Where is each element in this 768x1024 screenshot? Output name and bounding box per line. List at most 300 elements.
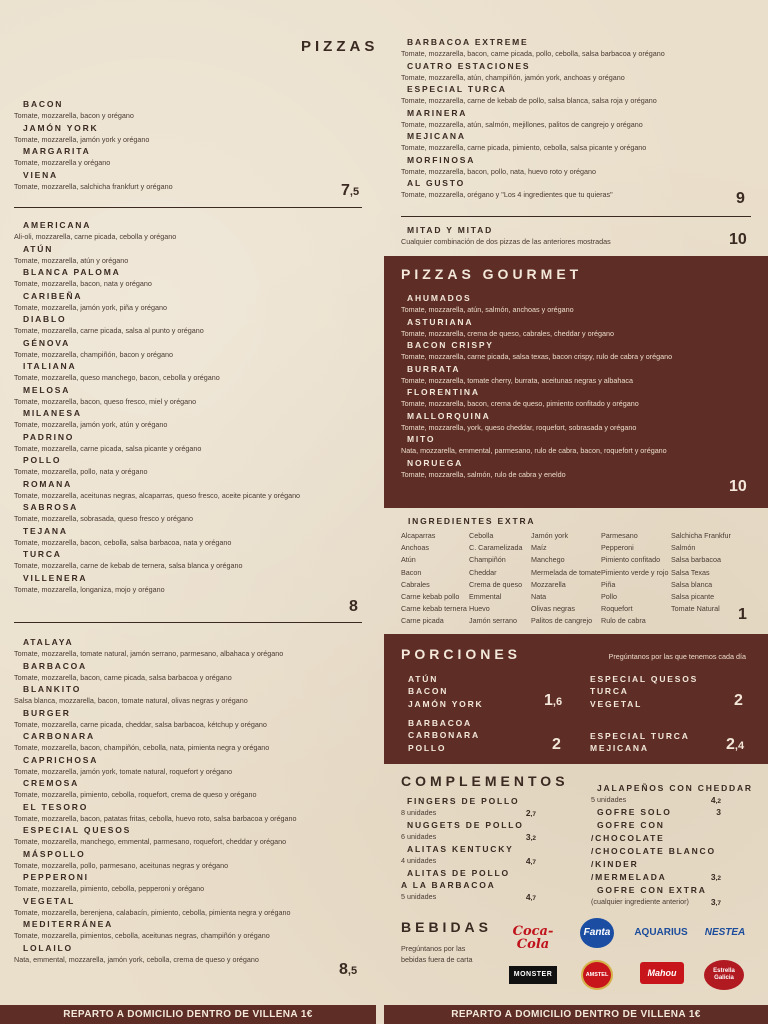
price-dec: ,5 bbox=[347, 965, 358, 977]
menu-item bbox=[14, 549, 362, 573]
menu-item bbox=[14, 432, 362, 456]
extras-column bbox=[601, 530, 669, 628]
item-name: MITO bbox=[407, 434, 436, 444]
price-value: 9 bbox=[736, 190, 745, 207]
item-name: NORUEGA bbox=[407, 457, 464, 468]
price-dec: ,7 bbox=[530, 811, 536, 818]
extra-ingredient: Crema de queso bbox=[469, 579, 523, 589]
comp-units: 6 unidades bbox=[401, 832, 437, 841]
price-int: 3 bbox=[710, 872, 716, 882]
mahou-logo-text: Mahou bbox=[647, 968, 677, 978]
item-desc: Tomate, mozzarella, crema de queso, cabrales, cheddar y orégano bbox=[401, 328, 614, 338]
price-value: 10 bbox=[729, 478, 747, 495]
extra-ingredient: Atún bbox=[401, 555, 416, 565]
item-name: BARBACOA EXTREME bbox=[407, 37, 529, 47]
item-name: ATÚN bbox=[23, 243, 54, 254]
extras-title: INGREDIENTES EXTRA bbox=[408, 516, 536, 526]
comp-name-row bbox=[591, 806, 721, 819]
amstel-logo bbox=[581, 960, 613, 990]
right-column bbox=[384, 0, 768, 1005]
comp-name: GOFRE SOLO bbox=[597, 807, 672, 817]
comp-name-row bbox=[591, 871, 721, 884]
price-dec: ,7 bbox=[715, 900, 721, 907]
menu-item bbox=[401, 131, 756, 155]
comp-name-row bbox=[591, 845, 721, 858]
menu-item bbox=[14, 220, 362, 244]
price-value: 2 bbox=[734, 692, 743, 709]
menu-item bbox=[401, 340, 756, 364]
item-desc: Tomate, mozzarella, orégano y "Los 4 ingredientes que tu quieras" bbox=[401, 190, 613, 199]
coca-cola-logo: Coca-Cola bbox=[512, 924, 554, 952]
item-desc: Tomate, mozzarella, pimiento, cebolla, roquefort, crema de queso y orégano bbox=[14, 790, 257, 799]
comp-price bbox=[526, 831, 536, 845]
aquarius-logo: AQUARIUS bbox=[634, 927, 688, 938]
price-value: 8 bbox=[349, 598, 358, 615]
comp-name: NUGGETS DE POLLO bbox=[407, 820, 524, 830]
menu-item bbox=[14, 849, 362, 873]
price-porciones-left-1 bbox=[544, 692, 562, 710]
item-name: EL TESORO bbox=[23, 801, 89, 812]
item-desc: Tomate, mozzarella, bacon, champiñón, cebolla, nata, pimienta negra y orégano bbox=[14, 743, 270, 752]
item-name: FLORENTINA bbox=[407, 387, 480, 397]
item-desc: Tomate, mozzarella, york, queso cheddar, roquefort, sobrasada y orégano bbox=[401, 422, 637, 432]
menu-item bbox=[14, 146, 362, 170]
item-desc: Tomate, mozzarella, atún, champiñón, jamón york, anchoas y orégano bbox=[401, 72, 625, 82]
bebidas-note-2: bebidas fuera de carta bbox=[401, 955, 473, 964]
item-name: BACON bbox=[23, 99, 64, 109]
extra-ingredient: Mozzarella bbox=[531, 579, 566, 589]
item-desc: Tomate, mozzarella, carne picada, cheddar, salsa barbacoa, kétchup y orégano bbox=[14, 719, 267, 729]
extra-ingredient: Champiñón bbox=[469, 555, 506, 565]
comp-units-row bbox=[401, 891, 536, 903]
price-int: 4 bbox=[710, 795, 716, 805]
price-extras bbox=[738, 606, 747, 624]
menu-item bbox=[14, 385, 362, 409]
price-dec: ,4 bbox=[734, 740, 745, 752]
extra-ingredient: Cabrales bbox=[401, 579, 430, 589]
item-desc: Tomate, mozzarella, atún, salmón, mejillones, palitos de cangrejo y orégano bbox=[401, 119, 643, 129]
extra-ingredient: Jamón york bbox=[531, 531, 569, 540]
menu-item bbox=[14, 661, 362, 685]
comp-name: ALITAS DE POLLO bbox=[407, 868, 510, 878]
item-desc: Tomate, mozzarella, bacon, carne picada, salsa barbacoa y orégano bbox=[14, 672, 232, 682]
menu-item bbox=[14, 99, 362, 123]
pizzas-title: PIZZAS bbox=[301, 38, 379, 55]
price-int: 4 bbox=[525, 856, 531, 866]
comp-name-row bbox=[591, 858, 721, 871]
menu-item bbox=[14, 778, 362, 802]
comp-name: /KINDER bbox=[591, 859, 639, 869]
item-name: ATALAYA bbox=[23, 637, 74, 647]
extra-ingredient: Roquefort bbox=[601, 604, 633, 614]
porcion-name: TURCA bbox=[590, 686, 629, 697]
porciones-title: PORCIONES bbox=[401, 646, 522, 662]
menu-item bbox=[401, 458, 756, 482]
comp-name: JALAPEÑOS CON CHEDDAR bbox=[597, 783, 753, 793]
extra-ingredient: Tomate Natural bbox=[671, 604, 720, 614]
menu-item bbox=[14, 170, 362, 194]
item-desc: Tomate, mozzarella, jamón york, atún y orégano bbox=[14, 420, 168, 429]
porcion-name: VEGETAL bbox=[590, 698, 643, 709]
comp-units-row bbox=[401, 807, 536, 819]
extra-ingredient: Bacon bbox=[401, 567, 422, 577]
extra-ingredient: Emmental bbox=[469, 592, 502, 602]
item-desc: Nata, mozzarella, emmental, parmesano, rulo de cabra, bacon, roquefort y orégano bbox=[401, 446, 667, 455]
nestea-logo: NESTEA bbox=[704, 927, 746, 938]
extra-ingredient: Huevo bbox=[469, 604, 490, 614]
porciones-right-2 bbox=[590, 730, 690, 755]
bebidas-title: BEBIDAS bbox=[401, 919, 493, 935]
menu-item bbox=[401, 387, 756, 411]
item-desc: Tomate, mozzarella, berenjena, calabacín, pimiento, cebolla, pimienta negra y orégano bbox=[14, 907, 291, 917]
item-name: MÁSPOLLO bbox=[23, 848, 86, 859]
menu-item bbox=[14, 637, 362, 661]
menu-item bbox=[14, 825, 362, 849]
extras-column bbox=[671, 530, 731, 615]
comp-name: FINGERS DE POLLO bbox=[407, 796, 520, 806]
fanta-logo bbox=[580, 918, 614, 948]
price-int: 1 bbox=[544, 692, 553, 709]
extra-ingredient: Parmesano bbox=[601, 531, 638, 540]
porcion-name: BARBACOA bbox=[408, 718, 472, 728]
menu-item bbox=[401, 411, 756, 435]
comp-units: 4 unidades bbox=[401, 856, 437, 865]
item-name: CUATRO ESTACIONES bbox=[407, 60, 531, 71]
price-porciones-right-2 bbox=[726, 736, 744, 754]
item-desc: Tomate, mozzarella, manchego, emmental, parmesano, roquefort, cheddar y orégano bbox=[14, 837, 287, 846]
item-desc: Tomate, mozzarella, jamón york, piña y orégano bbox=[14, 302, 168, 312]
price-group-2 bbox=[349, 598, 358, 616]
item-desc: Tomate, mozzarella, carne picada, salsa picante y orégano bbox=[14, 443, 202, 453]
extra-ingredient: Salmón bbox=[671, 543, 696, 553]
menu-item bbox=[14, 291, 362, 315]
item-name: MARGARITA bbox=[23, 146, 91, 156]
extra-ingredient: Salsa picante bbox=[671, 592, 715, 602]
comp-units: 8 unidades bbox=[401, 808, 437, 817]
extra-ingredient: Manchego bbox=[531, 555, 565, 565]
estrella-galicia-logo-text: Estrella Galicia bbox=[713, 968, 735, 981]
extra-ingredient: C. Caramelizada bbox=[469, 543, 523, 553]
item-desc: Tomate, mozzarella, salchicha frankfurt y orégano bbox=[14, 181, 173, 191]
item-name: VIENA bbox=[23, 169, 58, 180]
item-name: BURGER bbox=[23, 707, 71, 718]
extra-ingredient: Pepperoni bbox=[601, 543, 634, 553]
comp-name: /CHOCOLATE bbox=[591, 833, 665, 843]
comp-price bbox=[711, 871, 721, 885]
bebidas-note-1: Pregúntanos por las bbox=[401, 944, 466, 953]
comp-units: (cualquier ingrediente anterior) bbox=[591, 897, 689, 906]
comp-name: GOFRE CON EXTRA bbox=[597, 885, 707, 895]
item-name: VILLENERA bbox=[23, 572, 88, 583]
comp-units: 5 unidades bbox=[401, 892, 437, 901]
complementos-title: COMPLEMENTOS bbox=[401, 773, 569, 789]
item-desc: Tomate, mozzarella, jamón york y orégano bbox=[14, 134, 150, 144]
price-mitad bbox=[729, 231, 747, 249]
price-int: 2 bbox=[726, 736, 735, 753]
item-desc: Tomate, mozzarella, bacon, nata y orégano bbox=[14, 279, 152, 288]
pizzas-group-2 bbox=[14, 220, 362, 596]
item-name: BLANCA PALOMA bbox=[23, 267, 121, 277]
menu-item bbox=[14, 919, 362, 943]
item-desc: Tomate, mozzarella, pimiento, cebolla, pepperoni y orégano bbox=[14, 884, 205, 893]
monster-logo-text: MONSTER bbox=[513, 971, 553, 978]
comp-price bbox=[716, 806, 721, 818]
comp-name-row bbox=[591, 819, 721, 832]
menu-item bbox=[14, 314, 362, 338]
item-desc: Tomate, mozzarella, bacon, crema de queso, pimiento confitado y orégano bbox=[401, 399, 639, 408]
item-name: CARBONARA bbox=[23, 731, 95, 741]
extra-ingredient: Olivas negras bbox=[531, 604, 575, 614]
price-gourmet bbox=[729, 478, 747, 496]
item-desc: Tomate, mozzarella, longaniza, mojo y orégano bbox=[14, 584, 165, 594]
comp-name-row bbox=[591, 832, 721, 845]
item-desc: Tomate, mozzarella y orégano bbox=[14, 158, 111, 167]
extra-ingredient: Piña bbox=[601, 579, 616, 589]
item-name: SABROSA bbox=[23, 502, 79, 512]
item-desc: Tomate, mozzarella, salmón, rulo de cabra y eneldo bbox=[401, 469, 566, 479]
item-name: BACON CRISPY bbox=[407, 340, 494, 350]
footer-right: REPARTO A DOMICILIO DENTRO DE VILLENA 1€ bbox=[384, 1005, 768, 1024]
mahou-logo bbox=[640, 962, 684, 984]
item-desc: Tomate, mozzarella, tomate cherry, burrata, aceitunas negras y albahaca bbox=[401, 375, 633, 385]
item-desc: Tomate, mozzarella, bacon, patatas fritas, cebolla, huevo roto, salsa barbacoa y orégano bbox=[14, 813, 297, 823]
item-desc: Tomate, mozzarella, bacon, cebolla, salsa barbacoa, nata y orégano bbox=[14, 537, 232, 547]
price-dec: ,2 bbox=[530, 835, 536, 842]
item-desc: Tomate, mozzarella, tomate natural, jamón serrano, parmesano, albahaca y orégano bbox=[14, 649, 284, 658]
item-desc: Tomate, mozzarella, carne picada, pimiento, cebolla, salsa picante y orégano bbox=[401, 143, 647, 152]
item-name: MITAD Y MITAD bbox=[407, 225, 494, 235]
item-name: POLLO bbox=[23, 455, 62, 465]
pizzas-group-1 bbox=[14, 99, 362, 193]
item-name: MEDITERRÁNEA bbox=[23, 919, 114, 929]
item-name: BURRATA bbox=[407, 363, 461, 374]
extra-ingredient: Carne kebab ternera bbox=[401, 604, 467, 614]
extra-ingredient: Jamón serrano bbox=[469, 616, 517, 626]
menu-item bbox=[14, 755, 362, 779]
monster-logo bbox=[509, 966, 557, 984]
item-desc: Ali-oli, mozzarella, carne picada, cebolla y orégano bbox=[14, 232, 177, 241]
comp-price bbox=[526, 855, 536, 869]
menu-item bbox=[401, 293, 756, 317]
menu-item bbox=[401, 317, 756, 341]
comp-name: GOFRE CON bbox=[597, 820, 665, 830]
item-desc: Tomate, mozzarella, pollo, nata y orégano bbox=[14, 467, 148, 476]
item-desc: Tomate, mozzarella, atún, salmón, anchoas y orégano bbox=[401, 305, 574, 314]
item-name: GÉNOVA bbox=[23, 337, 71, 348]
menu-item bbox=[401, 108, 756, 132]
item-desc: Tomate, mozzarella, queso manchego, bacon, cebolla y orégano bbox=[14, 373, 220, 382]
extra-ingredient: Rulo de cabra bbox=[601, 616, 646, 626]
footer-left: REPARTO A DOMICILIO DENTRO DE VILLENA 1€ bbox=[0, 1005, 376, 1024]
item-desc: Tomate, mozzarella, pimientos, cebolla, aceitunas negras, champiñón y orégano bbox=[14, 931, 270, 940]
item-name: ESPECIAL QUESOS bbox=[23, 825, 132, 835]
porcion-name: CARBONARA bbox=[408, 730, 480, 741]
extra-ingredient: Pimiento confitado bbox=[601, 555, 661, 565]
item-desc: Salsa blanca, mozzarella, bacon, tomate natural, olivas negras y orégano bbox=[14, 696, 248, 705]
comp-units-row bbox=[591, 896, 721, 908]
menu-item bbox=[14, 896, 362, 920]
menu-item bbox=[14, 123, 362, 147]
menu-item bbox=[14, 479, 362, 503]
menu-item bbox=[401, 434, 756, 458]
menu-item bbox=[14, 455, 362, 479]
price-dec: ,7 bbox=[530, 895, 536, 902]
price-dec: ,2 bbox=[715, 875, 721, 882]
mitad-y-mitad bbox=[401, 225, 756, 249]
item-name: DIABLO bbox=[23, 314, 67, 324]
extras-column bbox=[401, 530, 467, 628]
extra-ingredient: Cheddar bbox=[469, 567, 497, 577]
menu-item bbox=[14, 338, 362, 362]
item-desc: Tomate, mozzarella, carne de kebab de pollo, salsa blanca, salsa roja y orégano bbox=[401, 96, 657, 105]
menu-item bbox=[14, 708, 362, 732]
price-int: 3 bbox=[716, 807, 721, 817]
porcion-name: ESPECIAL TURCA bbox=[590, 731, 690, 741]
item-desc: Tomate, mozzarella, sobrasada, queso fresco y orégano bbox=[14, 514, 193, 523]
item-name: TEJANA bbox=[23, 525, 68, 536]
item-name: CAPRICHOSA bbox=[23, 754, 99, 765]
comp-units: 5 unidades bbox=[591, 795, 627, 804]
price-int: 7 bbox=[341, 182, 350, 199]
comp-price bbox=[711, 896, 721, 910]
item-name: CREMOSA bbox=[23, 778, 80, 788]
gourmet-items bbox=[401, 293, 756, 481]
extra-ingredient: Alcaparras bbox=[401, 531, 436, 540]
extra-ingredient: Maíz bbox=[531, 543, 547, 553]
item-name: AMERICANA bbox=[23, 220, 92, 230]
item-name: TURCA bbox=[23, 549, 62, 559]
porcion-name: MEJICANA bbox=[590, 743, 649, 754]
price-int: 3 bbox=[525, 832, 531, 842]
left-column bbox=[0, 0, 379, 1005]
extra-ingredient: Salsa Texas bbox=[671, 567, 710, 577]
menu-item bbox=[14, 526, 362, 550]
item-name: VEGETAL bbox=[23, 895, 76, 906]
extra-ingredient: Nata bbox=[531, 592, 547, 602]
price-group-3 bbox=[339, 961, 357, 979]
item-desc: Cualquier combinación de dos pizzas de las anteriores mostradas bbox=[401, 237, 611, 246]
item-name: MELOSA bbox=[23, 384, 71, 395]
extra-ingredient: Carne picada bbox=[401, 616, 444, 626]
porcion-name: POLLO bbox=[408, 742, 447, 753]
extra-ingredient: Palitos de cangrejo bbox=[531, 616, 593, 626]
extra-ingredient: Salsa blanca bbox=[671, 579, 713, 589]
porciones-left-1 bbox=[408, 673, 483, 710]
item-name: MILANESA bbox=[23, 408, 82, 418]
item-name: LOLAILO bbox=[23, 942, 73, 953]
price-group-4 bbox=[736, 190, 745, 208]
menu-item bbox=[14, 502, 362, 526]
price-value: 2 bbox=[552, 736, 561, 753]
comp-name: /MERMELADA bbox=[591, 872, 667, 882]
item-name: AL GUSTO bbox=[407, 178, 466, 188]
porcion-name: ESPECIAL QUESOS bbox=[590, 674, 699, 684]
comp-price bbox=[526, 807, 536, 821]
comp-name: ALITAS KENTUCKY bbox=[407, 844, 514, 854]
extra-ingredient: Pimiento verde y rojo bbox=[601, 567, 669, 577]
comp-name: /CHOCOLATE BLANCO bbox=[591, 846, 716, 856]
divider-3 bbox=[401, 216, 751, 217]
item-name: PEPPERONI bbox=[23, 872, 89, 882]
porcion-name: BACON bbox=[408, 686, 449, 697]
comp-units-row bbox=[401, 831, 536, 843]
item-name: PADRINO bbox=[23, 431, 75, 442]
menu-item bbox=[14, 802, 362, 826]
porciones-panel bbox=[384, 634, 768, 764]
price-group-1 bbox=[341, 182, 359, 200]
item-name: MORFINOSA bbox=[407, 154, 476, 165]
item-name: CARIBEÑA bbox=[23, 290, 83, 301]
item-desc: Tomate, mozzarella, bacon, pollo, nata, huevo roto y orégano bbox=[401, 166, 596, 176]
comp-name: A LA BARBACOA bbox=[401, 880, 496, 890]
complementos-left bbox=[401, 795, 536, 903]
menu-item bbox=[401, 84, 756, 108]
comp-units-row bbox=[591, 794, 721, 806]
item-name: BARBACOA bbox=[23, 660, 87, 671]
porcion-name: JAMÓN YORK bbox=[408, 698, 484, 709]
porciones-note: Pregúntanos por las que tenemos cada día bbox=[608, 652, 746, 661]
item-desc: Tomate, mozzarella, atún y orégano bbox=[14, 255, 129, 265]
extra-ingredient: Carne kebab pollo bbox=[401, 592, 460, 602]
price-int: 4 bbox=[525, 892, 531, 902]
item-name: BLANKITO bbox=[23, 684, 82, 694]
item-name: ROMANA bbox=[23, 478, 73, 489]
divider-1 bbox=[14, 207, 362, 208]
item-desc: Nata, emmental, mozzarella, jamón york, cebolla, crema de queso y orégano bbox=[14, 954, 259, 964]
gourmet-title: PIZZAS GOURMET bbox=[401, 266, 583, 282]
item-name: MALLORQUINA bbox=[407, 410, 491, 421]
menu-item bbox=[401, 155, 756, 179]
item-desc: Tomate, mozzarella, bacon y orégano bbox=[14, 111, 134, 120]
menu-item bbox=[14, 943, 362, 967]
fanta-logo-text: Fanta bbox=[583, 927, 611, 938]
menu-item bbox=[14, 684, 362, 708]
item-desc: Tomate, mozzarella, carne de kebab de ternera, salsa blanca y orégano bbox=[14, 561, 243, 570]
price-value: 1 bbox=[738, 606, 747, 623]
menu-item bbox=[401, 61, 756, 85]
comp-units-row bbox=[401, 855, 536, 867]
item-name: ASTURIANA bbox=[407, 316, 474, 327]
price-dec: ,6 bbox=[552, 696, 563, 708]
item-name: JAMÓN YORK bbox=[23, 122, 99, 133]
item-desc: Tomate, mozzarella, aceitunas negras, alcaparras, queso fresco, aceite picante y orégano bbox=[14, 490, 301, 500]
extra-ingredient: Salsa barbacoa bbox=[671, 555, 721, 565]
extra-ingredient: Salchicha Frankfur bbox=[671, 531, 731, 540]
item-desc: Tomate, mozzarella, carne picada, salsa al punto y orégano bbox=[14, 326, 204, 335]
item-desc: Tomate, mozzarella, champiñón, bacon y orégano bbox=[14, 349, 174, 359]
amstel-logo-text: AMSTEL bbox=[585, 972, 609, 978]
menu-item bbox=[401, 37, 756, 61]
menu-item bbox=[401, 178, 756, 202]
extra-ingredient: Pollo bbox=[601, 592, 617, 602]
complementos-right bbox=[591, 782, 753, 908]
item-desc: Tomate, mozzarella, bacon, queso fresco, miel y orégano bbox=[14, 396, 197, 406]
price-value: 10 bbox=[729, 231, 747, 248]
extras-column bbox=[531, 530, 601, 628]
estrella-galicia-logo bbox=[704, 960, 744, 990]
pizzas-group-4 bbox=[401, 37, 756, 202]
price-int: 2 bbox=[525, 808, 531, 818]
price-int: 3 bbox=[710, 897, 716, 907]
price-porciones-right-1 bbox=[734, 692, 743, 710]
menu-item bbox=[14, 731, 362, 755]
item-name: AHUMADOS bbox=[407, 293, 472, 303]
pizzas-group-3 bbox=[14, 637, 362, 966]
item-desc: Tomate, mozzarella, pollo, parmesano, aceitunas negras y orégano bbox=[14, 860, 229, 870]
porcion-name: ATÚN bbox=[408, 674, 439, 684]
menu-item bbox=[14, 244, 362, 268]
divider-2 bbox=[14, 622, 362, 623]
